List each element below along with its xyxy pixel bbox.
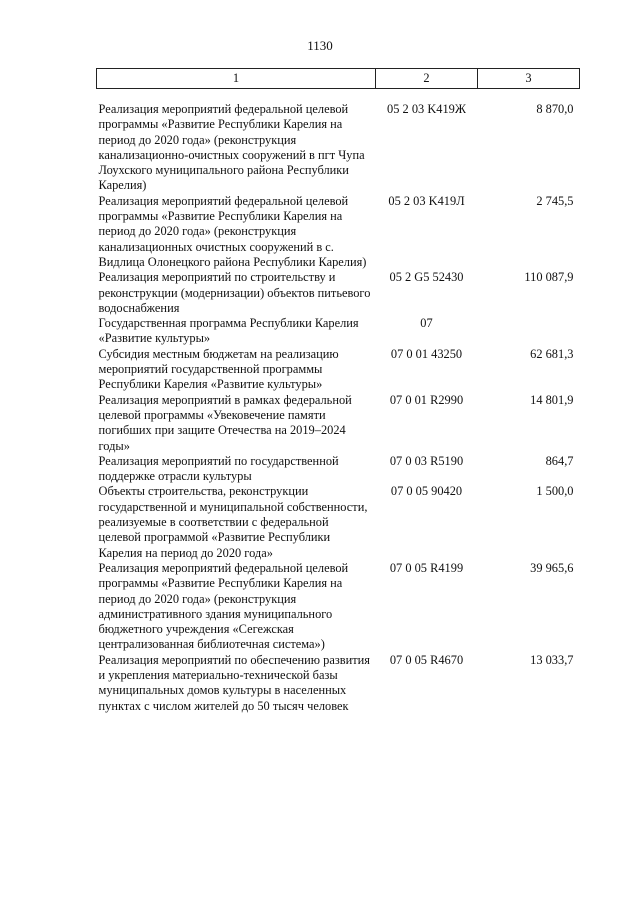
row-name: Реализация мероприятий федеральной целевой программы «Развитие Республики Карелия на период до 2020 года» (реконструкция административного здания муниципального бюджетного учреждения «Сегежская централизованная библиотечная система») <box>98 560 349 652</box>
table-row <box>97 270 580 316</box>
header-row <box>97 69 580 89</box>
row-name: Реализация мероприятий федеральной целевой программы «Развитие Республики Карелия на период до 2020 года» (реконструкция канализационно-очистных сооружений в пгт Чупа Лоухского муниципального района Республики Карелия) <box>98 102 365 193</box>
table-row <box>97 347 580 393</box>
row-amount: 1 500,0 <box>536 484 574 499</box>
table-body <box>97 89 580 714</box>
row-code: 07 0 05 R4199 <box>389 560 464 575</box>
row-code: 07 <box>420 316 433 331</box>
row-code: 07 0 03 R5190 <box>389 453 464 468</box>
row-name: Реализация мероприятий по обеспечению развития и укрепления материально-технической базы муниципальных домов культуры в населенных пунктах с числом жителей до 50 тысяч человек <box>98 652 370 713</box>
row-code: 05 2 G5 52430 <box>389 270 464 285</box>
table-row <box>97 484 580 560</box>
row-name: Объекты строительства, реконструкции государственной и муниципальной собственности, реализуемые в соответствии с федеральной целевой программой «Развитие Республики Карелия на период до 2020 года» <box>98 484 368 560</box>
row-name: Реализация мероприятий по строительству и реконструкции (модернизации) объектов питьевого водоснабжения <box>98 270 371 315</box>
table-row <box>97 454 580 485</box>
row-code: 07 0 05 R4670 <box>389 652 464 667</box>
row-amount: 110 087,9 <box>524 270 574 285</box>
row-code: 07 0 05 90420 <box>390 484 463 499</box>
row-name: Субсидия местным бюджетам на реализацию мероприятий государственной программы Республики Карелия «Развитие культуры» <box>98 346 339 392</box>
row-amount: 14 801,9 <box>530 392 574 407</box>
row-amount: 39 965,6 <box>530 560 574 575</box>
table-row <box>97 89 580 194</box>
table-row <box>97 393 580 454</box>
row-name: Реализация мероприятий в рамках федеральной целевой программы «Увековечение памяти погибших при защите Отечества на 2019–2024 годы» <box>98 392 352 453</box>
table-row <box>97 653 580 714</box>
row-amount <box>478 316 580 347</box>
row-amount: 2 745,5 <box>536 193 574 208</box>
header-cell-3: 3 <box>478 69 580 89</box>
row-name: Государственная программа Республики Карелия «Развитие культуры» <box>98 316 359 346</box>
row-amount: 864,7 <box>545 453 574 468</box>
row-amount: 13 033,7 <box>530 652 574 667</box>
page-number: 1130 <box>307 38 333 53</box>
table-row <box>97 194 580 270</box>
row-code: 07 0 01 43250 <box>390 346 463 361</box>
table-header <box>97 69 580 89</box>
table-row <box>97 316 580 347</box>
row-code: 05 2 03 K419Ж <box>387 102 466 116</box>
row-amount: 8 870,0 <box>536 102 574 116</box>
row-code: 05 2 03 K419Л <box>388 193 465 208</box>
header-cell-1: 1 <box>97 69 376 89</box>
budget-table <box>96 68 580 714</box>
row-name: Реализация мероприятий федеральной целевой программы «Развитие Республики Карелия на период до 2020 года» (реконструкция канализационных очистных сооружений в с. Видлица Олонецкого района Республики Карелия) <box>98 193 367 269</box>
row-code: 07 0 01 R2990 <box>389 392 464 407</box>
header-cell-2: 2 <box>376 69 478 89</box>
row-amount: 62 681,3 <box>530 346 574 361</box>
table-row <box>97 561 580 653</box>
row-name: Реализация мероприятий по государственной поддержке отрасли культуры <box>98 453 339 484</box>
